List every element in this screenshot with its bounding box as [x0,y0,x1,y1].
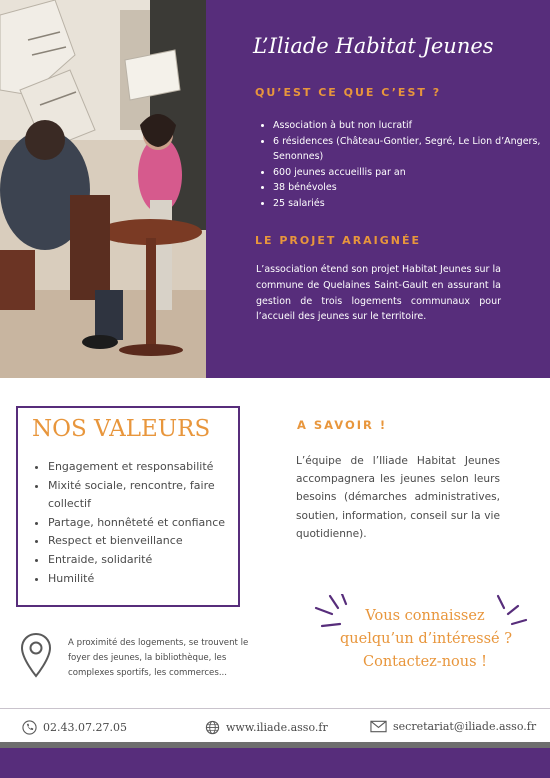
list-item: • 25 salariés [273,196,550,212]
list-item: • Mixité sociale, rencontre, faire collectif [48,477,244,514]
about-heading: QU’EST CE QUE C’EST ? [255,86,442,99]
email-link[interactable] [370,720,536,733]
group-photo [0,0,206,378]
savoir-text: L’équipe de l’Iliade Habitat Jeunes accompagnera les jeunes selon leurs besoins (démarches administratives, soutien, information, conseil sur la vie quotidienne). [296,455,500,540]
cta-line: Contactez-nous ! [363,654,487,670]
list-item: • Humilité [48,570,244,589]
list-item: • Partage, honnêteté et confiance [48,514,244,533]
envelope-icon [370,720,387,733]
website-link[interactable] [205,720,328,735]
phone-contact[interactable] [22,720,127,735]
list-item: • Association à but non lucratif [273,118,550,134]
cta-line: Vous connaissez [365,608,485,624]
values-list [34,458,244,588]
phone-icon [22,720,37,735]
list-item: • 38 bénévoles [273,180,550,196]
email-address: secretariat@iliade.asso.fr [393,720,537,733]
savoir-heading: A SAVOIR ! [297,418,388,432]
project-text: L’association étend son projet Habitat Jeunes sur la commune de Quelaines Saint-Gault en assurant la gestion de trois logements communaux pour l’accueil des jeunes sur le territoire. [256,264,501,323]
about-list [261,118,550,211]
location-text: A proximité des logements, se trouvent le foyer des jeunes, la bibliothèque, les complexes sportifs, les commerces... [68,638,249,678]
project-heading: LE PROJET ARAIGNÉE [255,234,422,247]
page-title: L’Iliade Habitat Jeunes [253,34,494,58]
phone-number: 02.43.07.27.05 [43,721,127,734]
cta-line: quelqu’un d’intéressé ? [340,631,512,647]
location-pin-icon [20,632,52,678]
contact-call-to-action [340,605,510,674]
footer-purple-bar [0,748,550,778]
values-box [16,406,240,607]
list-item: • Respect et bienveillance [48,532,244,551]
website-url: www.iliade.asso.fr [226,721,328,734]
values-title: NOS VALEURS [32,416,211,442]
list-item: • 600 jeunes accueillis par an [273,165,550,181]
photo-illustration [0,0,206,378]
footer-divider [0,708,550,709]
globe-icon [205,720,220,735]
list-item: • Engagement et responsabilité [48,458,244,477]
info-panel [206,0,550,378]
list-item: • Entraide, solidarité [48,551,244,570]
list-item: • 6 résidences (Château-Gontier, Segré, Le Lion d’Angers, Senonnes) [273,134,550,165]
